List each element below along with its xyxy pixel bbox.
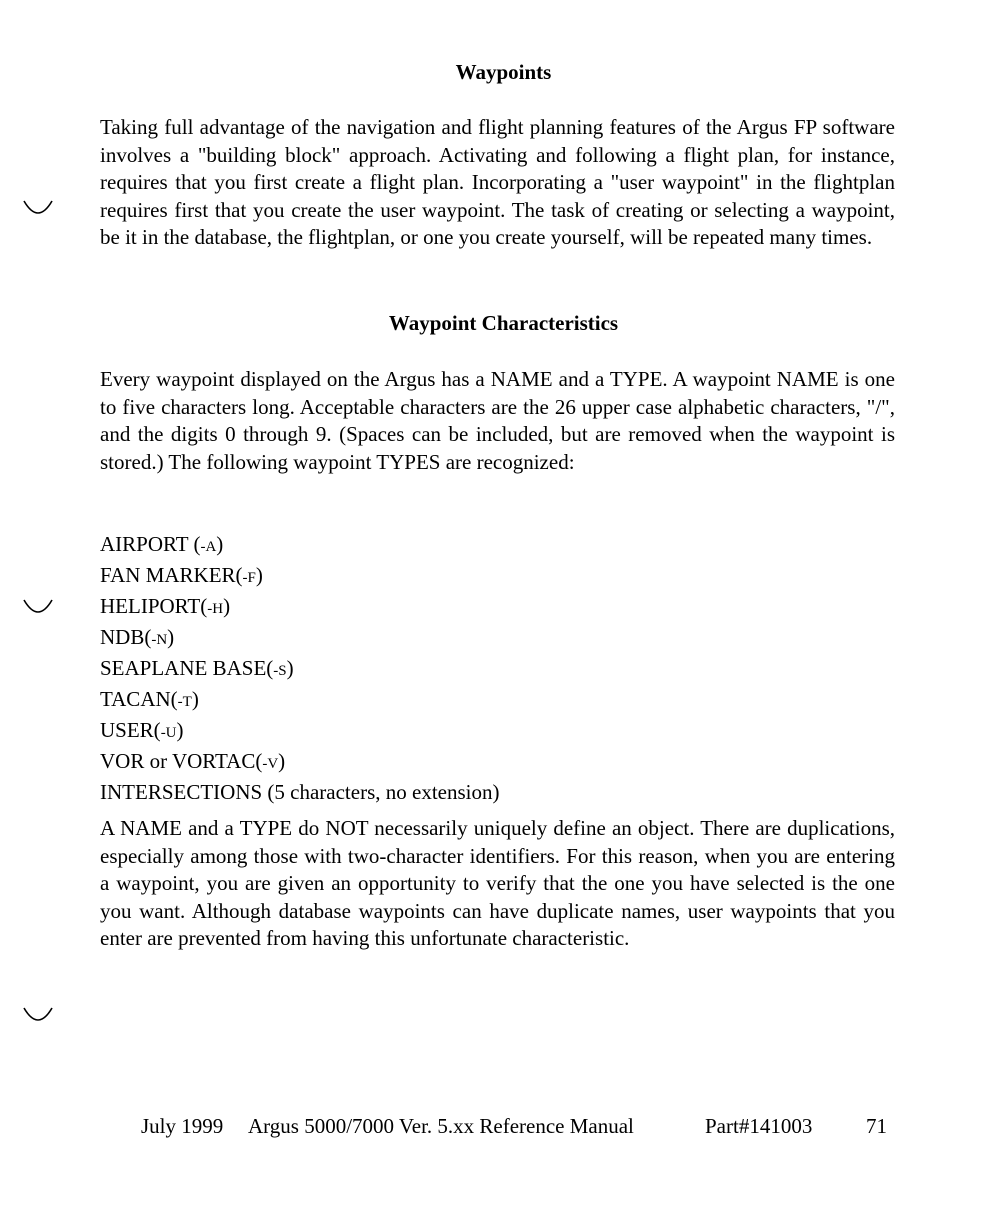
closing-paragraph: A NAME and a TYPE do NOT necessarily uniquely define an object. There are duplications, especially among those with two-character identifiers. For this reason, when you are entering a waypoint, you are given an opportunity to verify that the one you have selected is the one you want. Although database waypoints can have duplicate names, user waypoints that you enter are prevented from having this unfortunate characteristic. <box>100 816 895 951</box>
type-suffix: -F <box>242 570 256 586</box>
list-item <box>100 623 499 654</box>
type-close: ) <box>167 625 175 649</box>
characteristics-paragraph: Every waypoint displayed on the Argus has a NAME and a TYPE. A waypoint NAME is one to five characters long. Acceptable characters are the 26 upper case alphabetic characters, "/", and the digits 0 through 9. (Spaces can be included, but are removed when the waypoint is stored.) The following waypoint TYPES are recognized: <box>100 367 895 474</box>
list-item <box>100 561 499 592</box>
type-suffix: -A <box>200 539 217 555</box>
type-close: ) <box>191 687 199 711</box>
type-suffix: -U <box>160 725 177 741</box>
binder-hole-mark-middle <box>22 598 54 614</box>
type-suffix: -N <box>151 632 168 648</box>
type-name: NDB( <box>100 625 152 649</box>
page-number: 71 <box>866 1114 887 1138</box>
type-suffix: -T <box>177 694 192 710</box>
intro-paragraph: Taking full advantage of the navigation and flight planning features of the Argus FP software involves a "building block" approach. Activating and following a flight plan, for instance, requires that you first create a flight plan. Incorporating a "user waypoint" in the flightplan requires first that you create the user waypoint. The task of creating or selecting a waypoint, be it in the database, the flightplan, or one you create yourself, will be repeated many times. <box>100 115 895 250</box>
type-suffix: -S <box>273 663 287 679</box>
list-item <box>100 654 499 685</box>
type-close: ) <box>278 749 286 773</box>
type-close: ) <box>286 656 294 680</box>
type-close: ) <box>223 594 231 618</box>
type-name: USER( <box>100 718 161 742</box>
list-item <box>100 685 499 716</box>
binder-hole-mark-top <box>22 199 54 215</box>
type-close: ) <box>216 532 224 556</box>
type-suffix: -H <box>207 601 224 617</box>
page-title: Waypoints <box>455 60 552 84</box>
list-item <box>100 592 499 623</box>
footer-part-number: Part#141003 <box>705 1114 813 1138</box>
footer-date: July 1999 <box>141 1114 224 1138</box>
type-name: TACAN( <box>100 687 178 711</box>
list-item <box>100 747 499 778</box>
type-close: ) <box>255 563 263 587</box>
type-close: ) <box>176 718 184 742</box>
type-name: AIRPORT ( <box>100 532 201 556</box>
footer-manual-title: Argus 5000/7000 Ver. 5.xx Reference Manual <box>248 1114 634 1138</box>
waypoint-type-list <box>100 530 499 809</box>
type-name: HELIPORT( <box>100 594 208 618</box>
binder-hole-mark-bottom <box>22 1006 54 1022</box>
type-suffix: -V <box>262 756 279 772</box>
type-name: FAN MARKER( <box>100 563 243 587</box>
section-heading: Waypoint Characteristics <box>388 311 619 335</box>
type-name: INTERSECTIONS (5 characters, no extension) <box>100 780 500 804</box>
type-name: VOR or VORTAC( <box>100 749 263 773</box>
list-item <box>100 716 499 747</box>
list-item <box>100 778 499 809</box>
type-name: SEAPLANE BASE( <box>100 656 274 680</box>
list-item <box>100 530 499 561</box>
